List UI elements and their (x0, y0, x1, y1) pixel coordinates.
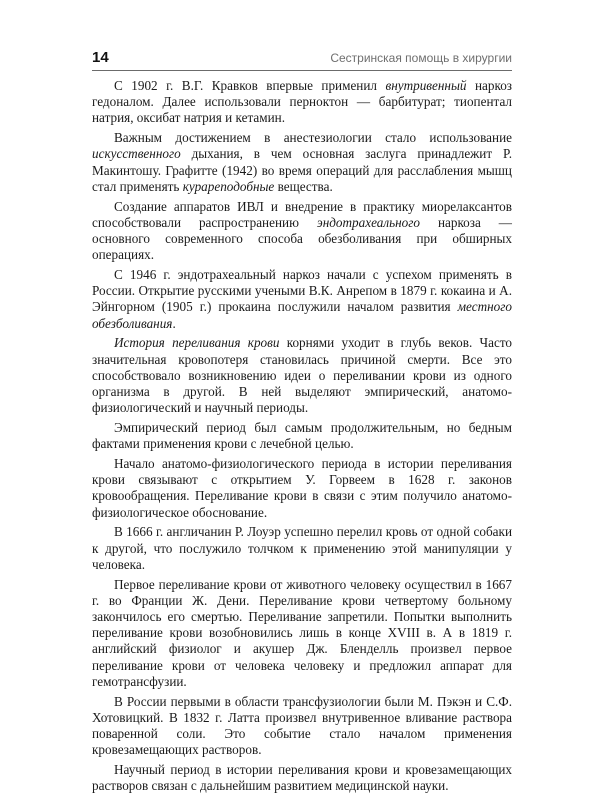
paragraph (92, 335, 512, 416)
italic-term: искусственного (92, 146, 181, 162)
text-run: В 1666 г. англичанин Р. Лоуэр успешно перелил кровь от одной собаки к другой, что послужило толчком к применению этой манипуляции у человека. (92, 524, 512, 572)
italic-term: местного обезболивания (92, 299, 512, 331)
text-run: Научный период в истории переливания крови и кровезамещающих растворов связан с дальнейшим развитием медицинской науки. (92, 762, 512, 794)
paragraph (92, 524, 512, 573)
text-run: Начало анатомо-физиологического периода в истории переливания крови связывают с открытием У. Горвеем в 1628 г. законов кровообращения. Переливание крови в связи с этим получило анатомо-физиологическое обоснование. (92, 456, 512, 520)
text-run: дыхания, в чем основная заслуга принадлежит Р. Макинтошу. Графитте (1942) во время операций для расслабления мышц стал применять (92, 146, 512, 194)
italic-term: внутривенный (385, 78, 467, 93)
text-run: Первое переливание крови от животного человеку осуществил в 1667 г. во Франции Ж. Дени. Переливание крови четвертому больному закончилось его смертью. Переливание запретили. Попытки выполнить переливание крови возобновились лишь в конце XVIII в. А в 1819 г. английский физиолог и акушер Дж. Бленделль произвел первое переливание крови от человека человеку и предложил аппарат для гемотрансфузии. (92, 576, 512, 689)
italic-term: курареподобные (182, 178, 275, 194)
italic-term: История переливания крови (114, 335, 280, 351)
running-title: Сестринская помощь в хирургии (330, 51, 512, 65)
paragraph (92, 762, 512, 794)
text-run: корнями уходит в глубь веков. Часто значительная кровопотеря становилась причиной смерти. Все это способствовало возникновению идеи о переливании крови из одного организма в другой. В ней выделяют эмпирический, анатомо-физиологический и научный периоды. (92, 335, 513, 416)
text-run: Создание аппаратов ИВЛ и внедрение в практику миорелаксантов способствовали распространению (92, 198, 512, 230)
paragraph (92, 577, 512, 690)
text-run: С 1902 г. В.Г. Кравков впервые применил (114, 78, 386, 93)
italic-term: эндотрахеального (316, 214, 420, 230)
text-run: С 1946 г. эндотрахеальный наркоз начали с успехом применять в России. Открытие русскими учеными В.К. Анрепом в 1879 г. кокаина и А. Эйнгорном (1905 г.) прокаина послужили началом развития (92, 267, 512, 315)
page-header (92, 48, 512, 71)
text-run: наркоза — основного современного способа обезболивания при обширных операциях. (92, 214, 512, 263)
paragraph (92, 199, 512, 264)
paragraph (92, 78, 512, 127)
paragraph (92, 420, 512, 452)
text-run: . (172, 315, 176, 331)
paragraph (92, 456, 512, 521)
text-run: Эмпирический период был самым продолжительным, но бедным фактами применения крови с лечебной целью. (92, 420, 512, 452)
paragraph (92, 130, 512, 195)
text-run: Важным достижением в анестезиологии стало использование (114, 130, 512, 146)
text-run: наркоз гедоналом. Далее использовали перноктон — барбитурат; тиопентал натрия, оксибат натрия и кетамин. (92, 78, 513, 126)
page-number: 14 (92, 49, 109, 66)
paragraph (92, 267, 512, 332)
text-run: В России первыми в области трансфузиологии были М. Пэкэн и С.Ф. Хотовицкий. В 1832 г. Латта произвел внутривенное вливание раствора поваренной соли. Это событие стало началом применения кровезамещающих растворов. (92, 693, 512, 758)
body-text (92, 78, 512, 798)
paragraph (92, 694, 512, 759)
text-run: вещества. (274, 178, 333, 194)
